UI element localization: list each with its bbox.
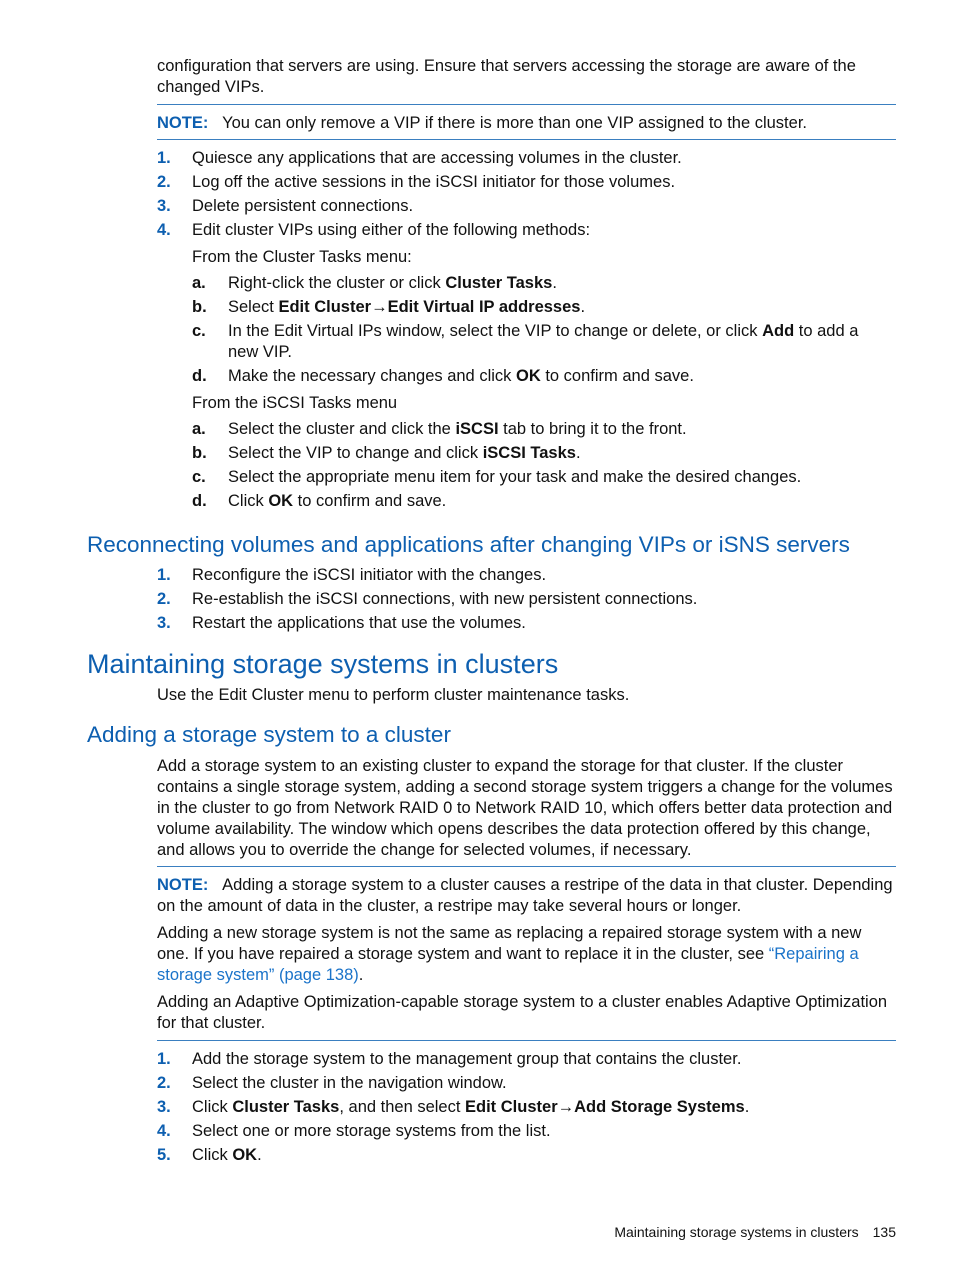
step-text: Select one or more storage systems from the list. (192, 1122, 551, 1140)
substep-text: Select the cluster and click the iSCSI tab to bring it to the front. (228, 420, 687, 438)
intro-paragraph: configuration that servers are using. Ensure that servers accessing the storage are aware of the changed VIPs. (157, 57, 856, 96)
substep-text: Click OK to confirm and save. (228, 492, 447, 510)
note-label: NOTE: (157, 876, 209, 894)
section-heading-adding: Adding a storage system to a cluster (87, 722, 451, 747)
substep-text: Select Edit Cluster→Edit Virtual IP addresses. (228, 298, 586, 316)
note-rule-top (157, 104, 896, 105)
step-text: Restart the applications that use the volumes. (192, 614, 526, 632)
note-text: Adding a storage system to a cluster causes a restripe of the data in that cluster. Depending on the amount of data in the cluster, a restripe may take several hours or longer. (157, 876, 893, 915)
substep-letter: b. (192, 444, 207, 462)
note-ao-paragraph: Adding an Adaptive Optimization-capable storage system to a cluster enables Adaptive Optimization for that cluster. (157, 993, 888, 1032)
note-replace-paragraph: Adding a new storage system is not the same as replacing a repaired storage system with a new one. If you have repaired a storage system and want to replace it in the cluster, see “Repairing a storage system” (page 138). (157, 924, 862, 984)
note-label: NOTE: (157, 114, 209, 132)
step-number: 1. (157, 149, 171, 167)
step-text: Log off the active sessions in the iSCSI initiator for those volumes. (192, 173, 676, 191)
step-text: Reconfigure the iSCSI initiator with the changes. (192, 566, 547, 584)
iscsi-tasks-intro: From the iSCSI Tasks menu (192, 394, 398, 412)
substep-text: Select the appropriate menu item for your task and make the desired changes. (228, 468, 802, 486)
substep-letter: a. (192, 420, 206, 438)
step-text: Delete persistent connections. (192, 197, 414, 215)
note-rule-top (157, 866, 896, 867)
note-restripe (157, 875, 897, 917)
substep-letter: c. (192, 468, 206, 486)
note-text: You can only remove a VIP if there is more than one VIP assigned to the cluster. (222, 114, 807, 132)
step-number: 2. (157, 590, 171, 608)
step-number: 3. (157, 614, 171, 632)
substep-letter: b. (192, 298, 207, 316)
step-text: Click OK. (192, 1146, 262, 1164)
cluster-tasks-intro: From the Cluster Tasks menu: (192, 248, 412, 266)
step-number: 3. (157, 1098, 171, 1116)
substep-text: Select the VIP to change and click iSCSI Tasks. (228, 444, 581, 462)
substep-text: In the Edit Virtual IPs window, select the VIP to change or delete, or click Add to add a new VIP. (228, 322, 859, 361)
page-footer (614, 1222, 896, 1242)
substep-letter: d. (192, 367, 207, 385)
step-number: 4. (157, 1122, 171, 1140)
step-number: 5. (157, 1146, 171, 1164)
adding-paragraph: Add a storage system to an existing cluster to expand the storage for that cluster. If the cluster contains a single storage system, adding a second storage system triggers a change for the volumes in the cluster to go from Network RAID 0 to Network RAID 10, which offers better data protection and volume availability. The window which opens describes the data protection offered by this change, and allows you to override the change for selected volumes, if necessary. (157, 757, 893, 859)
substep-letter: c. (192, 322, 206, 340)
note-rule-bottom (157, 1040, 896, 1041)
step-number: 3. (157, 197, 171, 215)
repairing-storage-link[interactable]: “Repairing a storage system” (page 138) (157, 945, 859, 984)
step-number: 2. (157, 1074, 171, 1092)
page-number: 135 (872, 1224, 896, 1240)
footer-title: Maintaining storage systems in clusters (614, 1224, 859, 1240)
step-number: 2. (157, 173, 171, 191)
note-vip (157, 113, 897, 134)
substep-text: Right-click the cluster or click Cluster Tasks. (228, 274, 557, 292)
section-heading-reconnecting: Reconnecting volumes and applications after changing VIPs or iSNS servers (87, 532, 850, 557)
step-text: Quiesce any applications that are accessing volumes in the cluster. (192, 149, 682, 167)
step-number: 1. (157, 1050, 171, 1068)
step-number: 4. (157, 221, 171, 239)
maintaining-text: Use the Edit Cluster menu to perform cluster maintenance tasks. (157, 686, 630, 704)
step-text: Edit cluster VIPs using either of the following methods: (192, 221, 591, 239)
step-text: Add the storage system to the management group that contains the cluster. (192, 1050, 742, 1068)
substep-letter: a. (192, 274, 206, 292)
note-rule-bottom (157, 139, 896, 140)
step-text: Click Cluster Tasks, and then select Edit Cluster→Add Storage Systems. (192, 1098, 750, 1116)
substep-letter: d. (192, 492, 207, 510)
step-number: 1. (157, 566, 171, 584)
step-text: Select the cluster in the navigation window. (192, 1074, 507, 1092)
step-text: Re-establish the iSCSI connections, with new persistent connections. (192, 590, 698, 608)
section-heading-maintaining: Maintaining storage systems in clusters (87, 649, 559, 679)
substep-text: Make the necessary changes and click OK to confirm and save. (228, 367, 694, 385)
